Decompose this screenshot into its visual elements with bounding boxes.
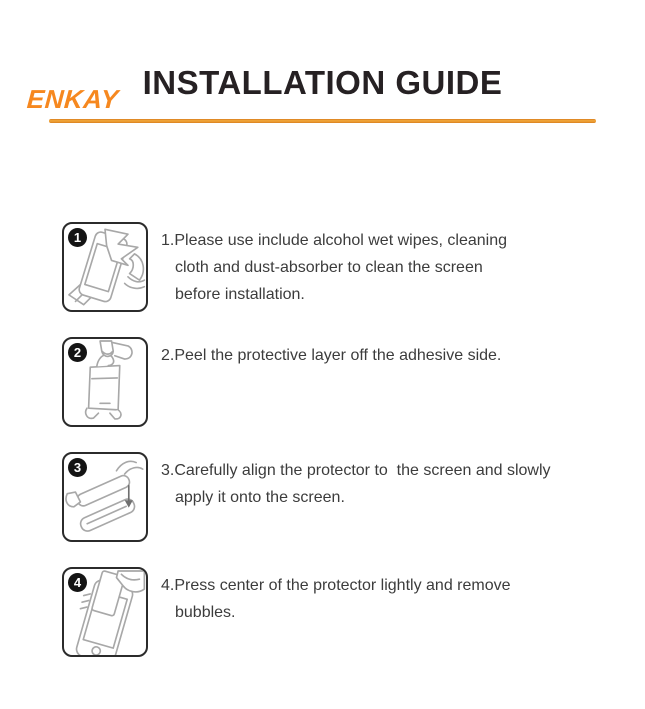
step-3-text bbox=[161, 452, 551, 511]
step-3-illustration-box bbox=[62, 452, 148, 542]
step-2-text bbox=[161, 337, 501, 369]
step-1-line: before installation. bbox=[175, 286, 305, 303]
step-2-badge: 2 bbox=[68, 343, 87, 362]
page-title: INSTALLATION GUIDE bbox=[142, 64, 503, 101]
step-4-line: 4.Press center of the protector lightly and remove bbox=[161, 577, 511, 594]
step-row-3 bbox=[62, 452, 645, 542]
enkay-logo: ENKAY bbox=[25, 84, 120, 114]
step-1-line: cloth and dust-absorber to clean the screen bbox=[175, 259, 483, 276]
installation-steps bbox=[0, 222, 645, 682]
step-1-illustration-box bbox=[62, 222, 148, 312]
step-1-line: 1.Please use include alcohol wet wipes, cleaning bbox=[161, 232, 507, 249]
step-3-line: apply it onto the screen. bbox=[175, 489, 345, 506]
step-1-badge: 1 bbox=[68, 228, 87, 247]
step-4-illustration-box bbox=[62, 567, 148, 657]
step-4-badge: 4 bbox=[68, 573, 87, 592]
step-1-text bbox=[161, 222, 507, 308]
step-3-badge: 3 bbox=[68, 458, 87, 477]
step-4-line: bubbles. bbox=[175, 604, 236, 621]
step-4-text bbox=[161, 567, 511, 626]
title-divider bbox=[49, 119, 596, 123]
step-row-2 bbox=[62, 337, 645, 427]
step-2-line: 2.Peel the protective layer off the adhesive side. bbox=[161, 347, 502, 364]
step-2-illustration-box bbox=[62, 337, 148, 427]
step-row-4 bbox=[62, 567, 645, 657]
step-row-1 bbox=[62, 222, 645, 312]
step-3-line: 3.Carefully align the protector to the screen and slowly bbox=[161, 462, 551, 479]
